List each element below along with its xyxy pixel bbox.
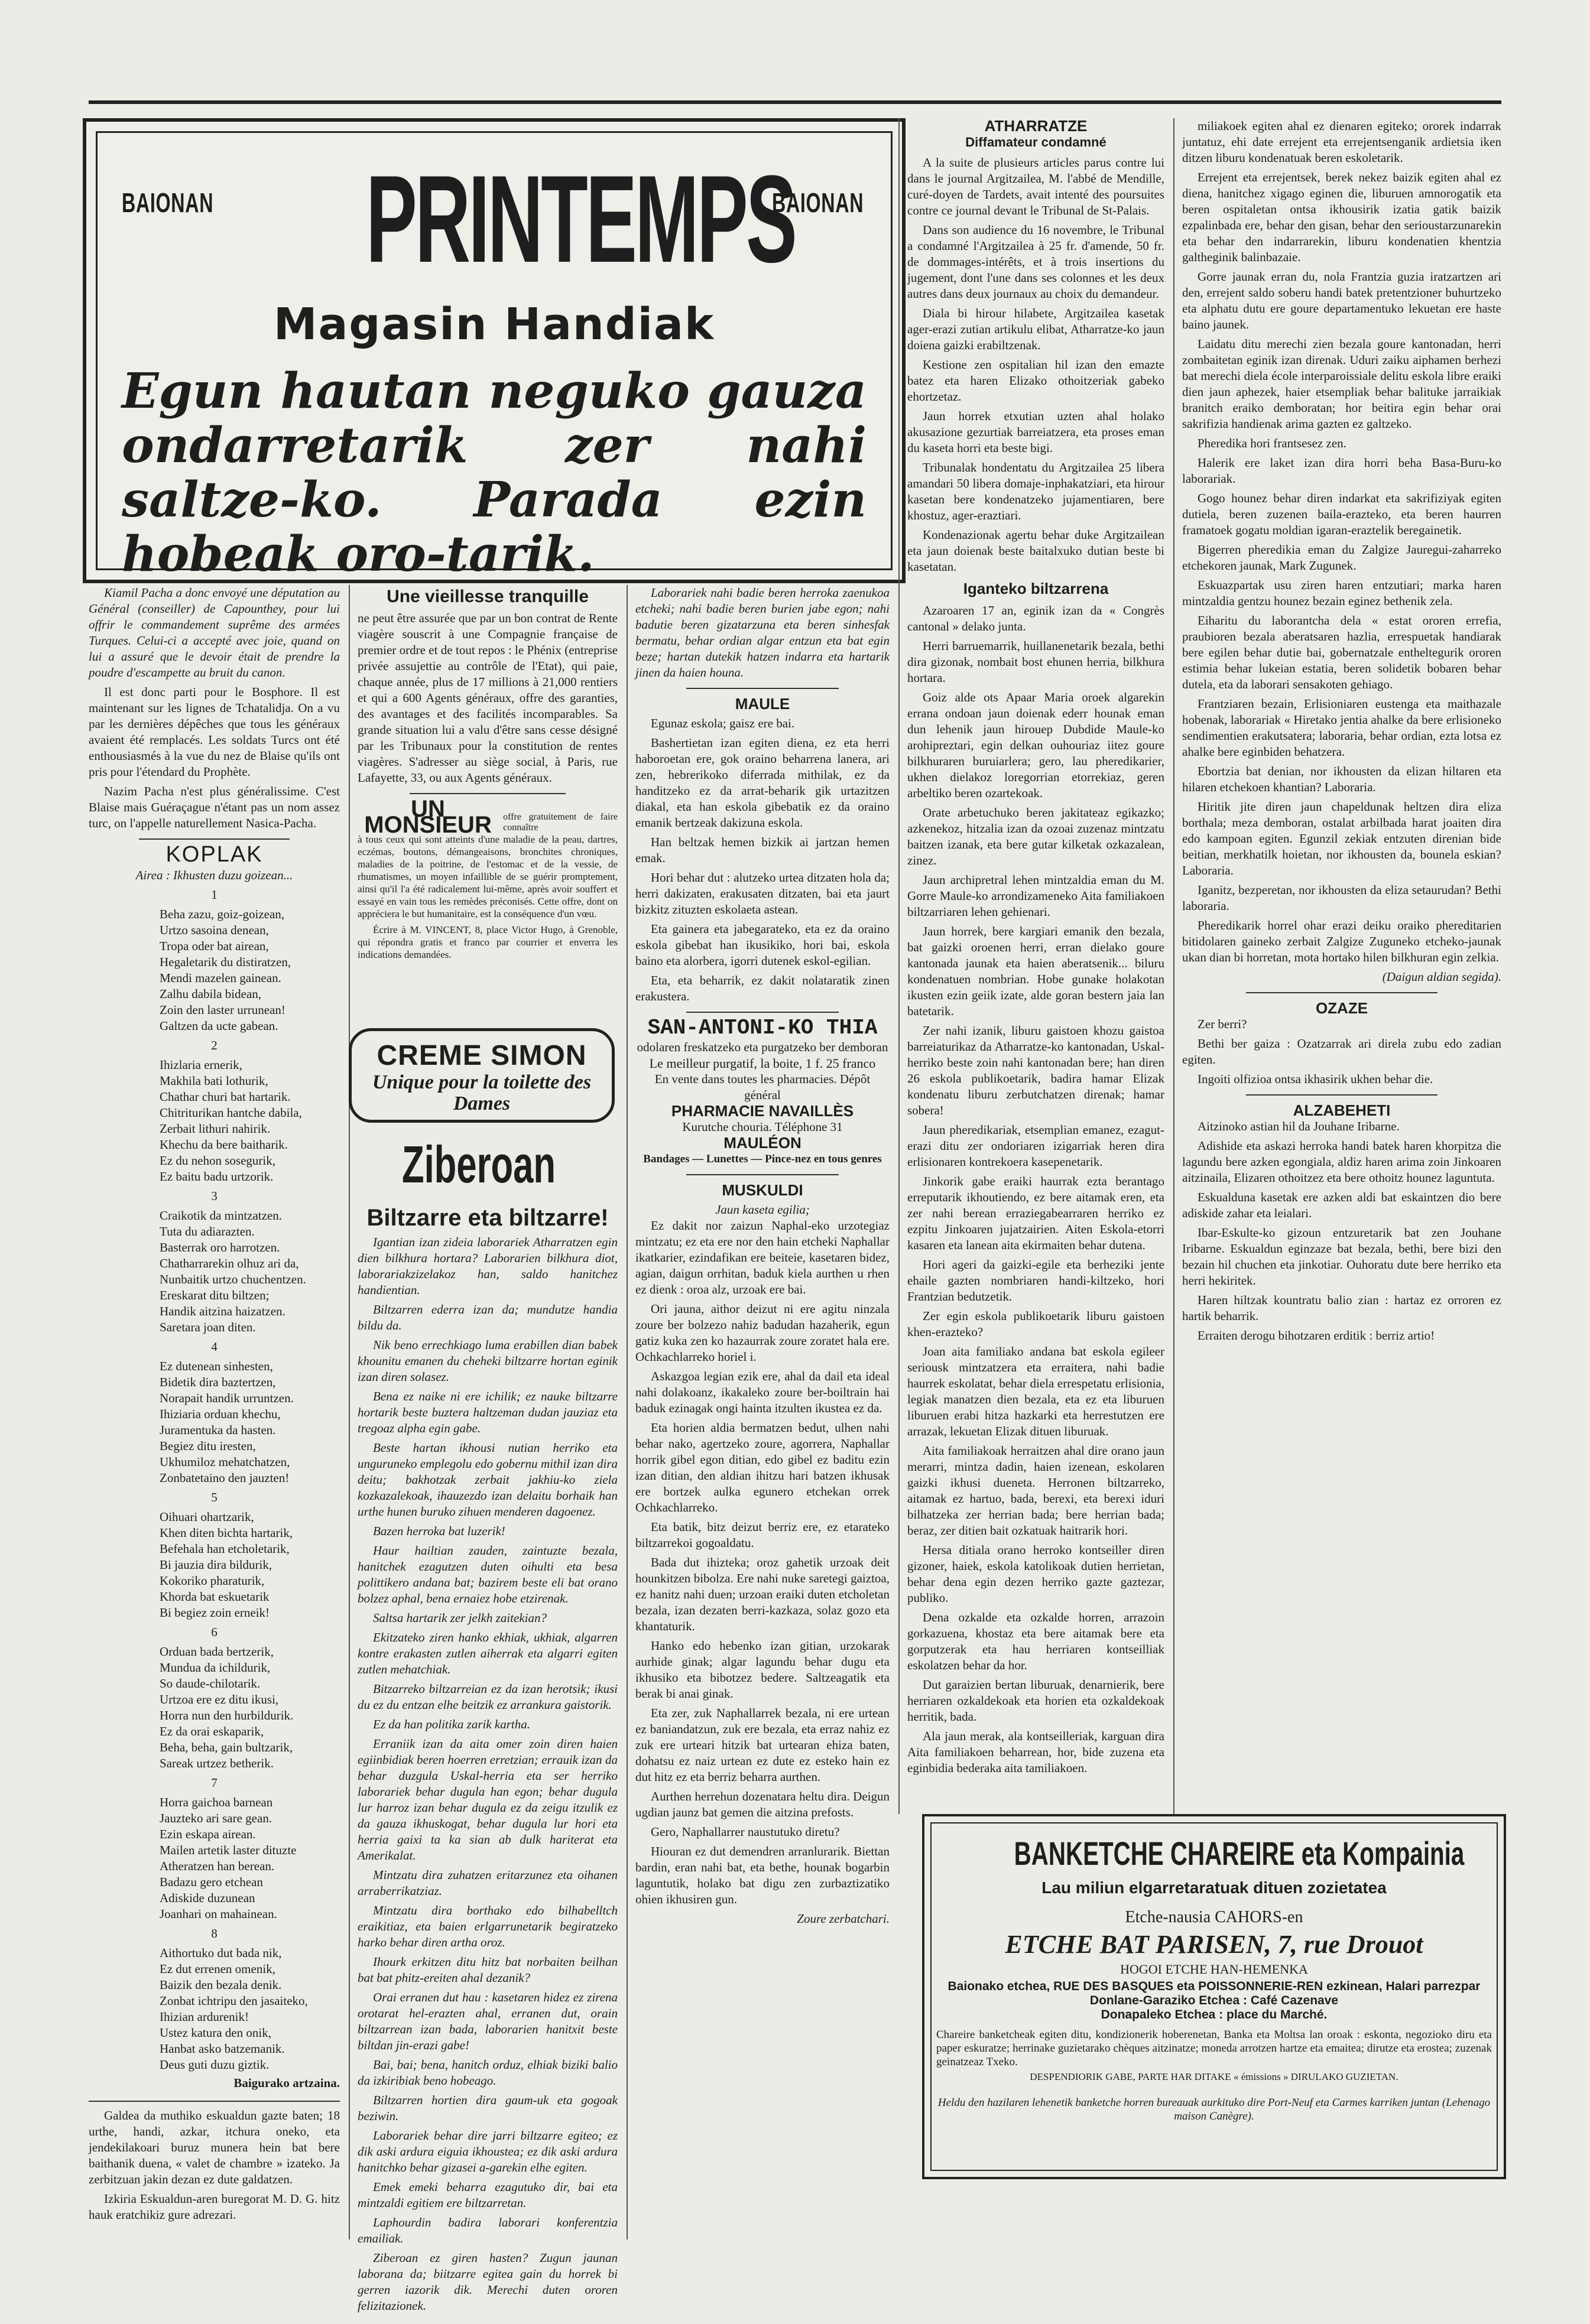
ad-banketche-content [936,1834,1492,2123]
stanza-line: Ez dut errenen omenik, [160,1962,275,1976]
paragraph: Eskuazpartak usu ziren haren entzutiari; marka haren mintzaldia gentzu hounez bezain eginez bethenik zela. [1182,578,1501,608]
paragraph: Aitzinoko astian hil da Jouhane Iribarne. [1198,1119,1400,1133]
stanza-line: Orduan bada bertzerik, [160,1644,274,1659]
stanza-line: Norapait handik urruntzen. [160,1391,294,1405]
divider [1246,1094,1438,1096]
paragraph: Diala bi hirour hilabete, Argitzailea kasetak ager-erazi zutian artikulu elibat, Atharratze-ko jaun doiena gaizki erabiltzenak. [907,306,1164,352]
pharmacie-address: Kurutche chouria. Téléphone 31 [682,1120,843,1134]
stanza-line: Ereskarat ditu biltzen; [160,1288,270,1302]
monsieur-text: à tous ceux qui sont atteints d'une maladie de la peau, dartres, eczémas, boutons, démangeaisons, bronchites chroniques, maladies de la poitrine, de l'estomac et de la vessie, de rhumatismes, un moyen infaillible de se guérir promptement, ainsi qu'il l'a été radicalement lui-même, après avoir souffert et essayé en vain tous les remèdes préconisés. Cette offre, dont on appréciera le but humanitaire, est la conséquence d'un vœu. [358,834,618,919]
paragraph: Ihourk erkitzen ditu hitz bat norbaiten beilhan bat bat phitz-ereiten ahal dezanik? [358,1955,618,1985]
stanza-line: Ihizlaria ernerik, [160,1058,242,1072]
stanza-line: Aithortuko dut bada nik, [160,1946,282,1960]
creme-subtitle: Unique pour la toilette des Dames [372,1071,592,1114]
column-5 [1182,118,1501,1347]
divider [686,1174,839,1175]
monsieur-title: UN MONSIEUR [364,796,492,838]
paragraph: Goiz alde ots Apaar Maria oroek algarekin errana ondoan jaun doienak ederr hounak eman dun lehenik jaun hirouep Dubdide Maule-ko arohipreztari, egin delkan ouhouriaz iitez goure bilkhuraren buruiarlera; gero, lau pheredikarier, ukhen dielakoz loregorrian etorrekiaz, geren arbeltiko beren ozartekoak. [907,690,1164,800]
paragraph: Ez da han politika zarik kartha. [373,1717,530,1731]
paragraph: Hori behar dut : alutzeko urtea ditzaten hola da; herri dakizaten, erakusaten ditzaten, bai eta jaurt bizkitz zituzten eskolaeta astean. [635,870,890,916]
paragraph: Jaun archipretral lehen mintzaldia eman du M. Gorre Maule-ko arrondizameneko Aita familiakoen biltzarriaren lehen gehienari. [907,873,1164,919]
column-3 [635,585,890,1927]
column-2-lower [358,1205,618,2318]
paragraph: Hanko edo hebenko izan gitian, urzokarak aurhide ginak; algar lagundu behar dugu eta ikhusiko eta bibotzez bedere. Saltzeagatik eta berak bi anai ginak. [635,1639,890,1701]
stanza-line: Urtzo sasoina denean, [160,923,269,937]
ink-smudge [89,2240,355,2263]
muskuldi-subtitle: Jaun kaseta egilia; [715,1202,810,1217]
banket-subtitle: Lau miliun elgarretaratuak dituen zozietatea [1041,1878,1387,1897]
paragraph: Pheredikarik horrel ohar erazi deiku oraiko phereditarien bitidolaren gaineko zerbait Zalgize Zuguneko etcheko-jaunak ukan dian bi horretan, mota hortako hilen bilkhuran egin zelkia. [1182,918,1501,964]
stanza-line: Chathar churi bat hartarik. [160,1090,291,1104]
paragraph: Halerik ere laket izan dira horri beha Basa-Buru-ko laborariak. [1182,456,1501,486]
paragraph: Azaroaren 17 an, eginik izan da « Congrès cantonal » delako junta. [907,603,1164,633]
paragraph: Bitzarreko biltzarreian ez da izan herotsik; ikusi du ez du entzan elhe beitzik ez arrankura gaistorik. [358,1682,618,1712]
paragraph: Gogo hounez behar diren indarkat eta sakrifiziyak egiten dutiela, beren zuzenen baila-erazteko, eta beren haurren framatoek gogatu moldian igaran-eraztelik beregainetik. [1182,491,1501,537]
pharmacie-city: MAULÉON [723,1134,802,1152]
paragraph: Biltzarren hortien dira gaum-uk eta gogoak beziwin. [358,2093,618,2123]
paragraph: Aita familiakoak herraitzen ahal dire orano jaun merarri, mintza dadin, haien izenean, eskolaren gaizki ikhusi dueneta. Herronen biltzarreko, aitamak ez hartuo, bada, berexi, eta berexi iduri bilhatzeka zer herrian bada; bere herrian bada; beraz, zer ditien bait ozkatuak haitrarik hori. [907,1444,1164,1538]
stanza-line: Zoin den laster urrunean! [160,1003,285,1017]
column-separator [627,585,628,2240]
ziberoan-heading: Ziberoan [401,1135,556,1194]
paragraph: Hiouran ez dut demendren arranlurarik. Biettan bardin, eran nahi bat, eta bethe, hounak bogarbin laguntutik, holako bat digu zen zurbaztizatiko ohien ikhusiren gun. [635,1844,890,1906]
santoni-subtitle: odolaren freskatzeko eta purgatzeko ber demboran [637,1040,888,1054]
stanza-line: Ihizian ardurenik! [160,2010,249,2024]
stanza-line: Horra nun den hurbildurik. [160,1708,294,1722]
muskuldi-paragraphs [635,1218,890,1907]
stanza-number: 3 [211,1189,218,1203]
alzabeheti-paragraphs [1182,1119,1501,1344]
iganteko-title: Iganteko biltzarrena [963,580,1109,597]
banket-paris: ETCHE BAT PARISEN, 7, rue Drouot [1005,1930,1423,1959]
stanza-line: Horra gaichoa barnean [160,1795,273,1809]
divider [410,793,566,794]
stanza-line: Ez dutenean sinhesten, [160,1359,273,1373]
paragraph: Zer nahi izanik, liburu gaistoen khozu gaistoa barreiaturikaz da Atharratze-ko kantonadan, Uskal-herriko beste zoin nahi kantonadan bere; han diren 26 eskola publikoetarik, badira hamar Elizak kondenatu liburu zerbutchatzen direnak; hamar sobera! [907,1023,1164,1117]
paragraph: Ori jauna, aithor deizut ni ere agitu ninzala zoure ber bolzezo nahiz badudan hazaherik, egun gatiz kuka zen ko hazaurrak zoure zoratet hala ere. Ochkachlarreko horiel i. [635,1302,890,1364]
paragraph: Eta zer, zuk Naphallarrek bezala, ni ere urtean ez baniandatzun, zuk ere bezala, eta erraz nahiz ez zuk ere urteari hitzik bat urtearan ehiza baten, dohatsu ez naiz urtean ez dute ez esteko hain ez dut hitz ez eta berriz beharra aurthen. [635,1706,890,1784]
paragraph: Kestione zen ospitalian hil izan den emazte batez eta haren Elizako othoitzeriak gabeko ehortzetaz. [907,357,1164,404]
banket-baionako: Baionako etchea, RUE DES BASQUES eta POISSONNERIE-REN ezkinean, Halari parrezpar [947,1980,1481,1993]
laborariek-para: Laborariek nahi badie beren herroka zaenukoa etcheki; nahi badie beren burien jabe egon; nahi badutie beren gizatarzuna eta beren sinhesfak bermatu, behar ordian algar entzun eta bat egin beze; hartan dutekik hatzen indarra eta hartarik jinen da haien houna. [635,586,890,680]
paragraph: Eta gainera eta jabegarateko, eta ez da oraino eskola gibebat han ikusikiko, hori bai, eskola baino eta alorbera, igorri dutenek eskol-egilian. [635,922,890,968]
paragraph: Hori ageri da gaizki-egile eta berheziki jente ehaile gazten nombriaren handi-kiltzeko, hori Frantzian bedutzetik. [907,1257,1164,1304]
paragraph: Iganitz, bezperetan, nor ikhousten da eliza setaurudan? Bethi laboraria. [1182,883,1501,913]
paragraph: Tribunalak hondentatu du Argitzailea 25 libera amandari 50 libera domaje-inphakatziari, eta hirour kasetan bere kondenatzeko jujamentiaren, bere khostuz, ager-eraztiari. [907,460,1164,522]
paragraph: Ziberoan ez giren hasten? Zugun jaunan laborana da; biitzarre egitea gain du horrek bi gerren iazorik dik. Merechi duten ororen felizitazionek. [358,2251,618,2313]
stanza-line: Nunbaitik urtzo chuchentzen. [160,1272,306,1286]
paragraph: Egunaz eskola; gaisz ere bai. [651,716,795,730]
stanza-line: Begiez ditu iresten, [160,1439,256,1453]
stanza-line: Ezin eskapa airean. [160,1827,256,1841]
maule-title: MAULE [735,695,790,713]
muskuldi-title: MUSKULDI [722,1181,803,1199]
banket-donapaleu: Donapaleko Etchea : place du Marché. [1101,2008,1328,2021]
stanza-line: Adiskide duzunean [160,1891,255,1905]
paragraph: Laphourdin badira laborari konferentzia emailiak. [358,2215,618,2245]
diffamation-para: Dans son audience du 16 novembre, le Tribunal a condamné l'Argitzailea à 25 fr. d'amende, 50 fr. de dommages-intérêts, et à trois insertions du jugement, dont l'une dans ses colonnes et les deux autres dans deux journaux au choix du demandeur. [907,223,1164,301]
koplak-signature: Baigurako artzaina. [233,2076,340,2090]
paragraph: miliakoek egiten ahal ez dienaren egiteko; ororek indarrak juntatuz, ehi date errejent eta errejentsenganik ardietsia iken ditzen liburu kondenatuak beren eskoletarik. [1182,119,1501,165]
paragraph: Saltsa hartarik zer jelkh zaitekian? [373,1611,547,1625]
stanza-line: Bi jauzia dira bildurik, [160,1558,272,1572]
paragraph: Orai erranen dut hau : kasetaren hidez ez zirena orotarat hel-erazten ahal, erranen dut, orain biltzarrean izan bada, laborarien hanitxit beste biltdan jin-erazi gabe! [358,1990,618,2052]
paragraph: Erraiten derogu bihotzaren erditik : berriz artio! [1198,1328,1435,1343]
monsieur-address: Écrire à M. VINCENT, 8, place Victor Hugo, à Grenoble, qui répondra gratis et franco par courrier et enverra les indications demandées. [358,924,618,960]
paragraph: Ala jaun merak, ala kontseilleriak, karguan dira Aita familiakoen beharrean, hor, bide zuzena eta eginbidia bederaka aita tamiliakoen. [907,1729,1164,1775]
stanza-line: Jauzteko ari sare gean. [160,1811,272,1825]
atharratze-title: ATHARRATZE [984,117,1088,135]
paragraph: Bada dut ihizteka; oroz gahetik urzoak deit hounkitzen bibolza. Ere nahi nuke saretegi gaiztoa, ez hanitz nahi duen; urzoan eraiki duten etcholetan bezala, izan dezaten berri-kazkaza, solaz gozo eta khantaturik. [635,1555,890,1633]
paragraph: Pheredika hori frantsesez zen. [1198,436,1346,450]
paragraph: Kondenazionak agertu behar duke Argitzailean eta jaun doienak beste baitalxuko dutian beste bi kasetatan. [907,528,1164,574]
banket-title: BANKETCHE CHAREIRE eta Kompainia [1014,1835,1465,1872]
paragraph: Haur hailtian zauden, zaintuzte bezala, hanitchek ezagutzen duten oihulti eta besa polittikero andana bat; bazirem beste eli bat orano bolzez aphal, bena ernaiez hobe etzirenak. [358,1543,618,1605]
paragraph: Eta, eta beharrik, ez dakit nolataratik zinen erakustera. [635,973,890,1003]
ad-printemps [83,118,906,583]
paragraph: Gero, Naphallarrer naustutuko diretu? [651,1825,840,1839]
stanza-line: Deus guti duzu giztik. [160,2058,270,2072]
kiamil-para: Kiamil Pacha a donc envoyé une députation au Général (conseiller) de Capounthey, pour lui offrir le commandement suprême des armées Turques. Celui-ci a accepté avec joie, quand on lui a assuré que le devoir était de prendre la poudre d'escampette au bruit du canon. [89,586,340,680]
column-separator [898,118,900,1814]
paragraph: Bigerren pheredikia eman du Zalgize Jauregui-zaharreko etchekoren jaunak, Mark Zugunek. [1182,542,1501,573]
stanza-number: 8 [211,1926,218,1941]
banket-donlane: Donlane-Garaziko Etchea : Café Cazenave [1089,1994,1339,2007]
paragraph: Jaun horrek etxutian uzten ahal holako akusazione gezurtiak barreiatzera, eta proses eman du kaseta horri eta beste bigi. [907,409,1164,455]
banket-hogoi: HOGOI ETCHE HAN-HEMENKA [1120,1962,1308,1977]
stanza-line: Oihuari ohartzarik, [160,1510,254,1524]
stanza-line: Atheratzen han berean. [160,1859,275,1873]
stanza-number: 5 [211,1490,218,1504]
diffamation-para: A la suite de plusieurs articles parus contre lui dans le journal Argitzailea, M. l'abbé de Mendille, curé-doyen de Tardets, avait intenté des poursuites contre ce journal devant le Tribunal de St-Palais. [907,155,1164,217]
stanza-number: 1 [211,888,218,902]
monsieur-offer: offre gratuitement de faire connaître [503,812,618,833]
kiamil-para: Il est donc parti pour le Bosphore. Il est maintenant sur les lignes de Tchatalidja. On a vu par les dernières dépêches que tous les généraux avaient été remplacés. Les soldats Turcs ont été enthousiasmés à la vue du nez de Blaise qu'ils ont pris pour l'étendard du Prophète. [89,685,340,779]
stanza-line: Mailen artetik laster dituzte [160,1843,297,1857]
vieillesse-text: ne peut être assurée que par un bon contrat de Rente viagère souscrit à une Compagnie française de premier ordre et de tout repos : le Phénix (entreprise privée assujettie au contrôle de l'Etat), qui paie, chaque année, plus de 17 millions à 21,000 rentiers et qui a 600 Agents généraux, offre des garanties, des avantages et des facilités incomparables. Sa grande situation lui a valu d'être sans cesse désigné par les Tribunaux pour la constitution de rentes viagères. S'adresser au siège social, à Paris, rue Lafayette, 33, ou aux Agents généraux. [358,611,618,785]
paragraph: Frantziaren bezain, Erlisioniaren eustenga eta maithazale hobenak, laborariak « Hiretako jentia ahalke da bere erlisioneko sendimentien erakutsatera; laboraria, behar ordian, ezta lotsa ez ahalke bere eginbiden behatzera. [1182,697,1501,759]
paragraph: Emek emeki beharra ezagutuko dir, bai eta mintzaldi egitiem ere biltzarretan. [358,2180,618,2210]
stanza-line: Zonbatetaino den jauzten! [160,1471,290,1485]
divider [686,688,839,689]
paragraph: Ekitzateko ziren hanko ekhiak, ukhiak, algarren kontre erakasten zutlen aiherrak eta algarri egiten zutlen mehatchiak. [358,1630,618,1676]
paragraph: Bazen herroka bat luzerik! [373,1524,505,1538]
stanza-line: Handik aitzina haizatzen. [160,1304,285,1318]
koplak-title: KOPLAK [166,842,263,867]
stanza-line: Urtzoa ere ez ditu ikusi, [160,1692,279,1707]
stanza-number: 6 [211,1625,218,1639]
paragraph: Aurthen herrehun dozenatara heltu dira. Deigun ugdian jaunz bat gemen die aitzina prefosts. [635,1789,890,1819]
purgatif-line2: En vente dans toutes les pharmacies. Dépôt général [654,1072,871,1102]
ad-banketche [922,1814,1506,2179]
stanza-line: Befehala han etcholetarik, [160,1542,290,1556]
paragraph: Herri barruemarrik, huillanenetarik bezala, bethi dira gizonak, nombait bost ehunen herria, bilkhura hortara. [907,639,1164,685]
pharmacie-name: PHARMACIE NAVAILLÈS [671,1102,854,1120]
paragraph: Nik beno errechkiago luma erabillen dian babek khounitu emanen du cheheki biltzarre hortan eginik izan diren solasez. [358,1338,618,1384]
creme-simon-ad [349,1028,615,1123]
paragraph: Askazgoa legian ezik ere, ahal da dail eta ideal nahi dolakoanz, ikakaleko zoure ber-boiltrain hai baduk ezinagak ongi hainta itzulten ikustea ez da. [635,1369,890,1415]
stanza-line: Saretara joan diten. [160,1320,256,1334]
stanza-line: Ihiziaria orduan khechu, [160,1407,281,1421]
divider [139,838,290,840]
stanza-line: Craikotik da mintzatzen. [160,1208,283,1223]
paragraph: Orate arbetuchuko beren jakitateaz egikazko; azkenekoz, hitzalia izan da ozoai zuzenaz mintzatu baitzen izanak, eta bere gutar kilketak ozkazalean, zinez. [907,805,1164,867]
stanza-line: Makhila bati lothurik, [160,1074,268,1088]
stanza-line: Ez du nehon sosegurik, [160,1153,275,1168]
stanza-line: Hanbat asko batzemanik. [160,2042,285,2056]
stanza-line: Sareak urtzez betherik. [160,1756,274,1770]
stanza-line: Khechu da bere baitharik. [160,1137,288,1152]
paragraph: Mintzatu dira borthako edo bilhabelltch eraikitiaz, eta baien erlgarrunetarik begiratzeko harko behar diren artha oroz. [358,1903,618,1949]
ad-city-left: BAIONAN [122,187,214,218]
stanza-line: Baizik den bezala denik. [160,1978,282,1992]
paragraph: Biltzarren ederra izan da; mundutze handia bildu da. [358,1302,618,1332]
atharratze-paragraphs [907,305,1164,575]
stanza-line: Ustez katura den onik, [160,2026,271,2040]
ad-city-right: BAIONAN [772,187,864,218]
stanza-line: Galtzen da ucte gabean. [160,1019,278,1033]
column-separator [349,585,350,2240]
pharmacie-goods: Bandages — Lunettes — Pince-nez en tous genres [643,1153,882,1165]
paragraph: Erraniik izan da aita omer zoin diren haien egiinbidiak beren hoerren erretzian; errauik izan da behar duzgula Uskal-herria eta ser herriko laborariek behar dugula han egon; behar dugula lur harroz izan behar dugula ez da zeigu itzulik ez da gauza ikhuskogat, behar dugula lur hori eta herria gaixi ta ka sian ab dulk hariterat eta Amerikalat. [358,1737,618,1863]
alzabeheti-title: ALZABEHETI [1293,1101,1391,1119]
stanza-number: 4 [211,1340,218,1354]
paragraph: Eta batik, bitz deizut berriz ere, ez etarateko biltzarrekoi gogoaldatu. [635,1520,890,1550]
ad-brand: PRINTEMPS [366,149,796,288]
stanza-line: Khen diten bichta hartarik, [160,1526,293,1540]
stanza-line: Khorda bat eskuetarik [160,1590,270,1604]
paragraph: Han beltzak hemen bizkik ai jartzan hemen emak. [635,835,890,865]
stanza-line: Basterrak oro harrotzen. [160,1240,280,1254]
stanza-line: Bidetik dira baztertzen, [160,1375,276,1389]
izkiria-notice: Izkiria Eskualdun-aren buregorat M. D. G. hitz hauk eratchikiz gure adrezari. [89,2192,340,2222]
stanza-line: Chitriturikan hantche dabila, [160,1106,302,1120]
paragraph: Hiritik jite diren jaun chapeldunak heltzen dira eliza borthala; meza demboran, ostalat arbilbada harat joaiten dira edo kampoan egiten. Egunzil zekiak entzuten direnian bide beitian, merkhatilk hoietan, nor ikhousten da, bounela eskian? Laboraria. [1182,799,1501,877]
paragraph: Dut garaizien bertan liburuak, denarnierik, bere herriaren ozkaldekoak eta horien eta ozkaldekoak herritik, bada. [907,1678,1164,1724]
paragraph: Mintzatu dira zuhatzen eritarzunez eta oihanen arraberrikatziaz. [358,1868,618,1898]
paragraph: Laborariek behar dire jarri biltzarre egiteo; ez dik aski ardura eiguia ikhoustea; ez dik aski ardura hanitchko behar gizasei a-garekin elhe egiten. [358,2128,618,2175]
creme-title: CREME SIMON [377,1040,587,1071]
paragraph: Igantian izan zideia laborariek Atharratzen egin dien bilkhura hortara? Laborarien bilkhura diot, laborariakzizelakoz han, saldo hanitchez handientian. [358,1235,618,1297]
paragraph: Eiharitu du laborantcha dela « estat ororen errefia, praubioren bezala aberatsaren hazlia, errespuetak handiarak bere egilen behar dutie bai, gobernatzale entheltegurik ororen estimia behar lukeian estatia, beren solidetik bobaren behar dutela, eta da laborari sensakoten gehiago. [1182,613,1501,691]
iganteko-paragraphs [907,603,1164,1253]
paragraph: Zer egin eskola publikoetarik liburu gaistoen khen-erazteko? [907,1309,1164,1339]
paragraph: Ingoiti olfizioa ontsa ikhasirik ukhen behar die. [1198,1072,1433,1086]
column-separator [1173,118,1174,1814]
biltzarre-title: Biltzarre eta biltzarre! [366,1205,609,1231]
paragraph: Bethi ber gaiza : Ozatzarrak ari direla zubu edo zadian egiten. [1182,1036,1501,1067]
paragraph: Bashertietan izan egiten diena, ez eta herri haboroetan ere, gok oraino beharrena lanera, ari zen, hebrerikoko diferrada mithilak, ez da handitzeko ez da arrat-beharik gik urtazitzen diakal, eta han eskola gibebatik ez da oraino emanik bertzeak dakizuna eskola. [635,736,890,830]
stanza-line: Beha, beha, gain bultzarik, [160,1740,293,1754]
paragraph: Eskualduna kasetak ere azken aldi bat eskaintzen dio bere adiskide zahar eta leialari. [1182,1190,1501,1220]
purgatif-line: Le meilleur purgatif, la boite, 1 f. 25 franco [649,1056,876,1071]
muskuldi-signature: Zoure zerbatchari. [797,1912,890,1926]
stanza-line: Joanhari on mahainean. [160,1907,277,1921]
galdea-notice: Galdea da muthiko eskualdun gazte baten; 18 urthe, handi, azkar, itchura oneko, eta jendekilakoari buruz munera hein bat bere baithanik duena, « valet de chambre » izateko. Ja zerbitzuan jakin dezan ez dute galdatzen. [89,2108,340,2186]
column-1 [89,585,340,2227]
daigun-note: (Daigun aldian segida). [1382,970,1501,984]
ozaze-title: OZAZE [1315,999,1368,1017]
paragraph: Errejent eta errejentsek, berek nekez baizik egiten ahal ez diena, hanitchez xigago eginen die, liburuen amnorogatik eta beren ospitaletan ontsa ikhousirik izatia gatik baizik ezpalinbada ere, behar den gisan, behar den serioustarzunarekin eta behar den indarrarekin, liburu kondenatien khentzia galtheginik balinbazaie. [1182,170,1501,264]
santoni-title: SAN-ANTONI-KO THIA [647,1016,878,1040]
stanza-number: 2 [211,1038,218,1052]
maule-paragraphs [635,716,890,1005]
paragraph: Adishide eta askazi herroka handi batek haren khorpitza die lagundu bere azken egongiala, aldiz haren arima zoin Jinkoaren aitzinaila, Elizaren othoitzez eta bere othoitz hounez laguntuta. [1182,1139,1501,1185]
paragraph: Laidatu ditu merechi zien bezala goure kantonadan, herri zombaitetan eginik izan direnak. Uduri zaiku aiphamen berhezi bat merechi diela école interparoissiale delitu eskola libre eraiki dien jaun aphezek, haier etsempliak behar balituke jarraikiak branitch eraiko demboratan; hor beitira egin behar orai sakrifizia handienak arima gazten ez galtzeko. [1182,337,1501,431]
stanza-line: Kokoriko pharaturik, [160,1574,265,1588]
stanza-line: So daude-chilotarik. [160,1676,261,1691]
column-4 [907,118,1164,1780]
stanza-line: Chatharrarekin olhuz ari da, [160,1256,299,1270]
ad-body: Egun hautan neguko gauza ondarretarik zer nahi saltze-ko. Parada ezin hobeak oro-tarik. [122,363,867,583]
stanza-line: Badazu gero etchean [160,1875,263,1889]
banket-nausia: Etche-nausia CAHORS-en [1125,1908,1303,1926]
paragraph: Bena ez naike ni ere ichilik; ez nauke biltzarre hortarik beste buztera haltzeman dudan jauziaz eta tregoaz alpha egin gabe. [358,1389,618,1435]
stanza-line: Zonbat ichtripu den jasaiteko, [160,1994,308,2008]
koplak-airea: Airea : Ikhusten duzu goizean... [135,868,293,882]
paragraph: Jinkorik gabe eraiki haurrak ezta berantago erreputarik ikhoutiendo, ez bere aitamak eren, eta zer nahi berean erraziegabearraren herriko ez ezpitu Jinkoaren jujatzairien. Aiten Eskola-etorri kasaren eta lanean aita ekirmaiten behar dutena. [907,1174,1164,1252]
koplak-stanzas [89,887,340,2073]
divider [686,1012,839,1013]
ozaze-paragraphs [1182,1016,1501,1087]
paragraph: Hersa ditiala orano herroko kontseiller diren gizoner, haiek, eskola katolikoak dutien herrietan, behar dena egin dezen herriko gazte gaztezar, publiko. [907,1543,1164,1605]
stanza-line: Ukhumiloz mehatchatzen, [160,1455,290,1469]
vieillesse-title: Une vieillesse tranquille [387,587,589,606]
divider [89,2101,340,2102]
paragraph: Jaun pheredikariak, etsemplian emanez, ezagut-erazi ditu zer ondoriaren izigarriak heren dira erlisionaren kontrekoera kasepenetarik. [907,1123,1164,1169]
biltzarre-paragraphs [358,1234,618,2314]
stanza-line: Zerbait lithuri nahirik. [160,1122,271,1136]
paragraph: Beste hartan ikhousi nutian herriko eta unguruneko emplegolu edo gobernu mithil izan dira deitu; bakhotzak zerbait jakhiu-ko ziela kozkazalekoak, ihauzezdo izan delaitu borhaik han urthe hunen buruko zihuen menderen dagoenez. [358,1441,618,1519]
banket-services: Chareire banketcheak egiten ditu, kondizionerik hoberenetan, Banka eta Moltsa lan oroak : eskonta, negozioko diru eta paper eskuratze; herrinake guzietarako chèques aitzinatze; moneda arrotzen hartze eta emaitea; dirutze eta erostea; zuzenak geinatzeaz Txeko. [936,2029,1492,2068]
stanza-line: Tuta du adiarazten. [160,1224,255,1239]
paragraph: Bai, bai; bena, hanitch orduz, elhiak biziki balio da izkiribiak beno hobeago. [358,2058,618,2088]
paragraph: Gorre jaunak erran du, nola Frantzia guzia iratzartzen ari den, errejent saldo soberu handi batek pretentzioner buhurtzeko eta alphatu dutu ere goure departamentuko lekuetan ere haste baino jaunek. [1182,269,1501,331]
kiamil-para: Nazim Pacha n'est plus généralissime. C'est Blaise mais Guéraçague n'étant pas un nom assez turc, on l'appelle naturellement Nasica-Pacha. [89,784,340,830]
stanza-line: Hegaletarik du distiratzen, [160,955,291,969]
paragraph: Eta horien aldia bermatzen bedut, ulhen nahi behar nako, agertzeko zoure, agorrera, Naphallar horrik gibel egon ditian, edo gibel ez baditu ezin izan ditian, den aldian ihitzu hari batzen ikhusak ere bortzek aulka egunero etchekan orrek Ochkachlarreko. [635,1421,890,1514]
stanza-line: Tropa oder bat airean, [160,939,269,953]
ad-subtitle: Magasin Handiak [273,299,715,350]
banket-despendio: DESPENDIORIK GABE, PARTE HAR DITAKE « émissions » DIRULAKO GUZIETAN. [1030,2071,1398,2082]
stanza-line: Beha zazu, goiz-goizean, [160,907,285,921]
stanza-line: Juramentuka da hasten. [160,1423,276,1437]
top-rule [89,100,1501,104]
divider [1246,992,1438,993]
stanza-number: 7 [211,1776,218,1790]
col5-paragraphs [1182,118,1501,966]
banket-heldu: Heldu den hazilaren lehenetik banketche horren bureauak aurkituko dire Port-Neuf eta Carmes karriken juntan (Lehenago maison Canègre). [937,2097,1491,2123]
paragraph: Dena ozkalde eta ozkalde horren, arrazoin gorkazuena, khostaz eta bere aitamak bere eta gorputzerak eta hau herriaren kontseilliak eskolatzen behar da hor. [907,1610,1164,1672]
stanza-line: Zalhu dabila bidean, [160,987,262,1001]
paragraph: Ez dakit nor zaizun Naphal-eko urzotegiaz mintzatu; ez eta ere nor den hain etcheki Naphallar ikatkarier, ezindafikan ere beiteie, kasetaren bidez, agian, daigun orrhitan, baduk kiela aurthen u rhen ez dienk : oroa alz, urzoak ere bai. [635,1218,890,1296]
stanza-line: Mundua da ichildurik, [160,1660,271,1675]
paragraph: Joan aita familiako andana bat eskola egileer seriousk mintzatzera eta erraitera, nahi badie haurrek eskolatat, behar diela errespetatu erlisionia, legiak manatzen dien bezala, eta ez eta liburuen liburuen erabi hitza hazkarki eta herrestutzen ere arrazak, lekuetan Elizak dituen liburuak. [907,1344,1164,1438]
column-2 [358,585,618,964]
stanza-line: Ez da orai eskaparik, [160,1724,264,1738]
paragraph: Jaun horrek, bere kargiari emanik den bezala, bat gaizki oroenen herri, erran dielako goure kantonada jaunak eta haien aberatsenik... biluru kondenatuen nombrian. Hobe gunake holakotan ikusten ezin geiik izate, alde goran bestern jaia lan batetarik. [907,924,1164,1018]
stanza-line: Ez baitu badu urtzorik. [160,1169,274,1184]
paragraph: Ibar-Eskulte-ko gizoun entzuretarik bat zen Jouhane Iribarne. Eskualdun eginzaze bat bezala, bethi, bere bizi den bezain hil chuchen eta jinkotiar. Ouhoratu dute bere herriko eta herri hekiritek. [1182,1226,1501,1288]
stanza-line: Mendi mazelen gainean. [160,971,281,985]
paragraph: Haren hiltzak kountratu balio zian : hartaz ez orroren ez hartik beharrik. [1182,1293,1501,1323]
stanza-line: Bi begiez zoin erneik! [160,1605,270,1620]
paragraph: Ebortzia bat denian, nor ikhousten da elizan hiltaren eta hilaren etchekoen khantian? Laboraria. [1182,764,1501,794]
atharratze-subtitle: Diffamateur condamné [965,135,1106,149]
iganteko-continued [907,1257,1164,1776]
paragraph: Zer berri? [1198,1017,1247,1031]
